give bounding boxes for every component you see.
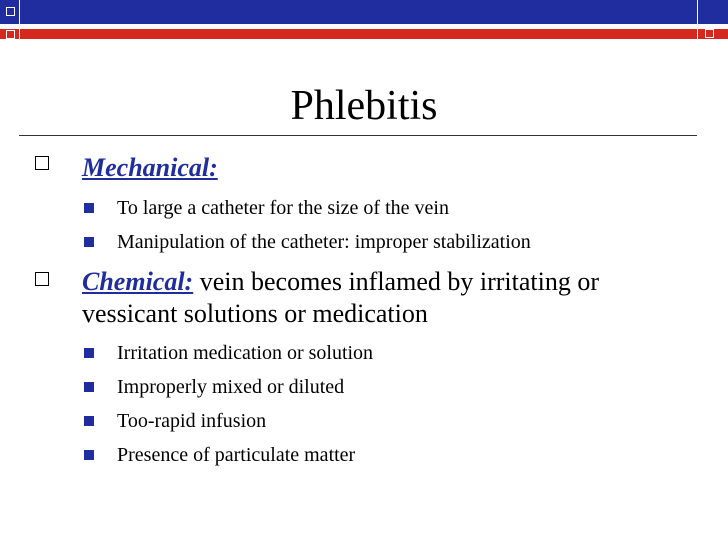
- header-red-bar: [0, 29, 728, 39]
- chemical-text-line2: vessicant solutions or medication: [82, 299, 428, 328]
- bullet-mechanical: [82, 152, 218, 184]
- bullet-chemical: [82, 266, 599, 298]
- filled-square-bullet-icon: [84, 348, 94, 358]
- slide-title: Phlebitis: [290, 83, 438, 129]
- mechanical-label: Mechanical:: [82, 153, 218, 182]
- chemical-label: Chemical:: [82, 267, 194, 296]
- sub-bullet: Presence of particulate matter: [117, 444, 356, 466]
- filled-square-bullet-icon: [84, 416, 94, 426]
- sub-bullet: To large a catheter for the size of the vein: [117, 197, 449, 219]
- header-blue-bar: [0, 0, 728, 24]
- filled-square-bullet-icon: [84, 203, 94, 213]
- sub-bullet: Irritation medication or solution: [117, 342, 374, 364]
- filled-square-bullet-icon: [84, 382, 94, 392]
- decor-square-icon: [6, 7, 15, 16]
- filled-square-bullet-icon: [84, 450, 94, 460]
- decor-divider: [19, 0, 20, 40]
- sub-bullet: Too-rapid infusion: [117, 410, 267, 432]
- hollow-square-bullet-icon: [35, 272, 49, 286]
- hollow-square-bullet-icon: [35, 156, 49, 170]
- decor-square-icon: [6, 30, 15, 39]
- sub-bullet: Manipulation of the catheter: improper stabilization: [117, 231, 531, 253]
- decor-divider: [697, 0, 698, 40]
- sub-bullet: Improperly mixed or diluted: [117, 376, 345, 398]
- chemical-text-line1: vein becomes inflamed by irritating or: [193, 267, 599, 296]
- title-underline: [19, 135, 697, 136]
- decor-square-icon: [705, 29, 714, 38]
- filled-square-bullet-icon: [84, 237, 94, 247]
